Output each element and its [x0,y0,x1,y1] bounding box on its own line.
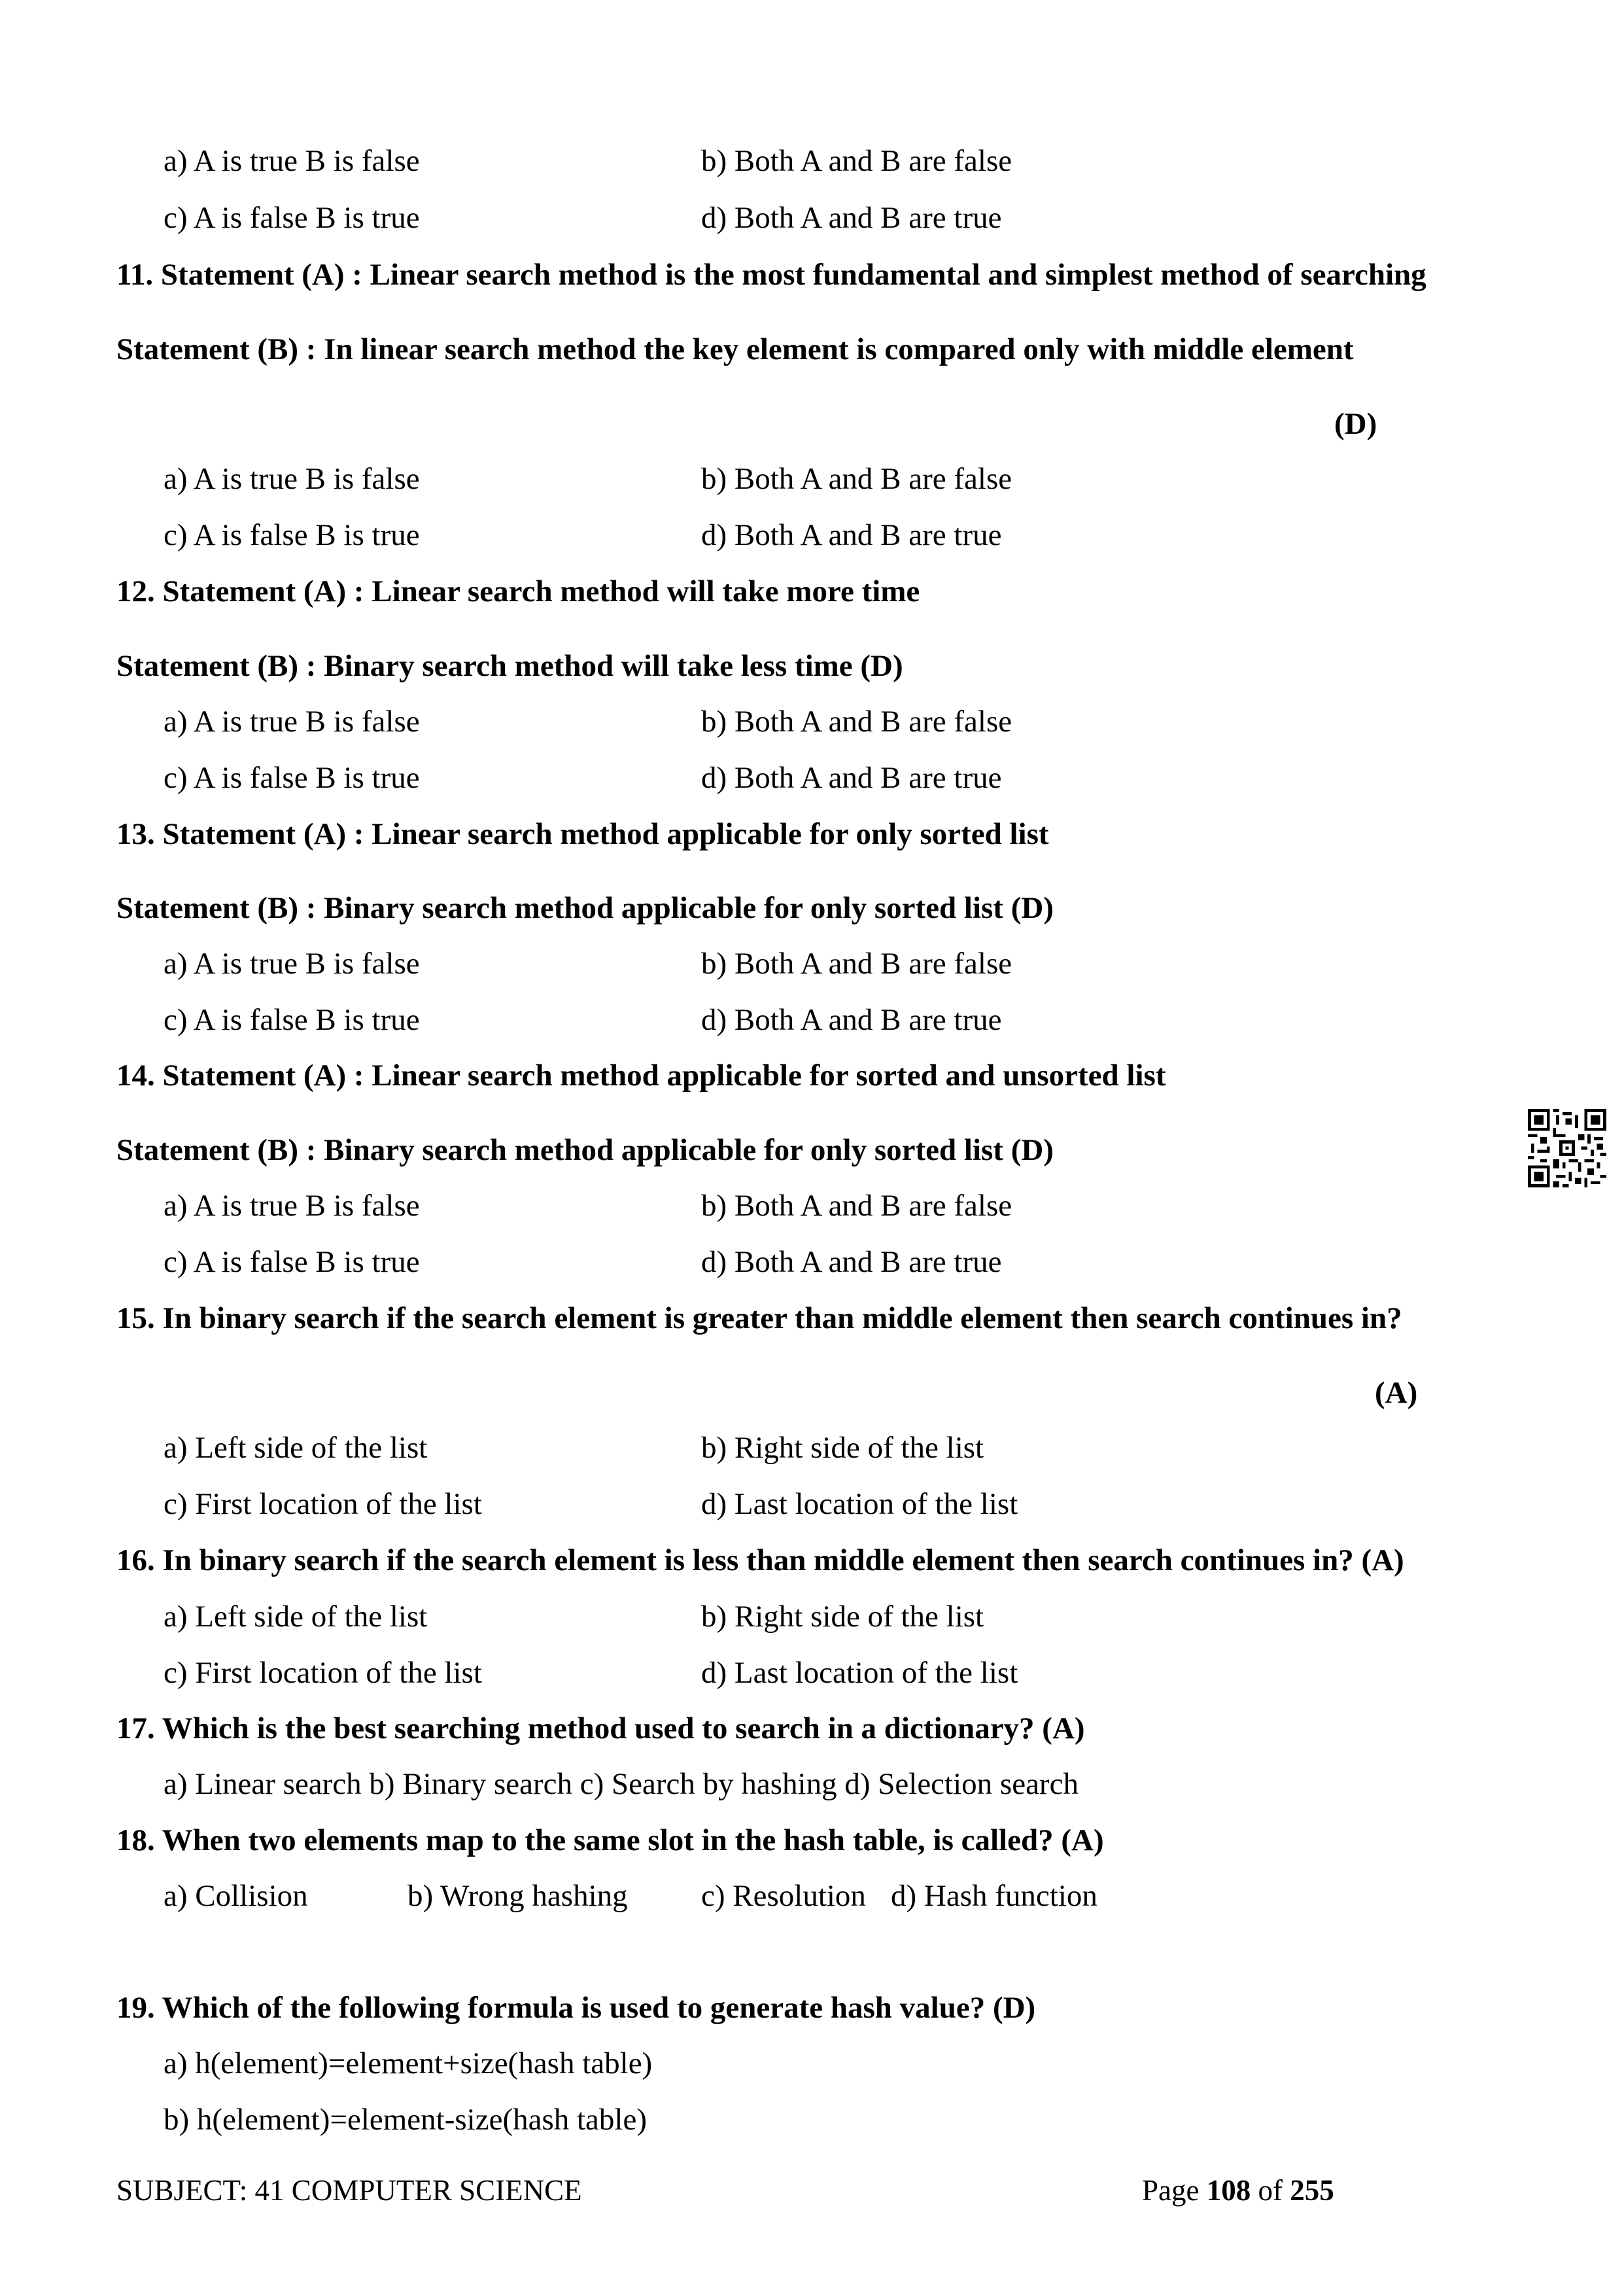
q11-option-c: c) A is false B is true [164,518,420,552]
q18-option-b: b) Wrong hashing [407,1879,628,1913]
q15-option-b: b) Right side of the list [701,1431,984,1465]
q12-statement-b: Statement (B) : Binary search method will take less time (D) [116,649,903,683]
q11-statement-a: 11. Statement (A) : Linear search method is the most fundamental and simplest method of searching [116,258,1426,292]
q11-option-a: a) A is true B is false [164,462,420,496]
q14-option-d: d) Both A and B are true [701,1245,1002,1279]
q17-options: a) Linear search b) Binary search c) Search by hashing d) Selection search [164,1767,1079,1801]
q18-question: 18. When two elements map to the same slot in the hash table, is called? (A) [116,1823,1104,1857]
q13-statement-a: 13. Statement (A) : Linear search method applicable for only sorted list [116,817,1049,851]
q18-option-c: c) Resolution [701,1879,866,1913]
q13-option-c: c) A is false B is true [164,1003,420,1037]
q11-answer: (D) [1334,407,1377,441]
option-a: a) A is true B is false [164,144,420,178]
q13-statement-b: Statement (B) : Binary search method applicable for only sorted list (D) [116,891,1054,925]
q16-option-c: c) First location of the list [164,1656,482,1690]
q14-option-a: a) A is true B is false [164,1189,420,1223]
q16-option-a: a) Left side of the list [164,1600,428,1634]
footer-subject: SUBJECT: 41 COMPUTER SCIENCE [116,2174,582,2207]
q12-option-c: c) A is false B is true [164,761,420,795]
q11-option-b: b) Both A and B are false [701,462,1012,496]
q16-question: 16. In binary search if the search element is less than middle element then search continues in? (A) [116,1543,1404,1577]
q16-option-d: d) Last location of the list [701,1656,1018,1690]
footer-page-number [1142,2171,1334,2210]
option-c: c) A is false B is true [164,201,420,235]
option-d: d) Both A and B are true [701,201,1002,235]
q15-question: 15. In binary search if the search element is greater than middle element then search continues in? [116,1301,1402,1335]
q13-option-b: b) Both A and B are false [701,947,1012,981]
q19-option-b: b) h(element)=element-size(hash table) [164,2103,647,2137]
page-total: 255 [1290,2174,1334,2207]
q17-question: 17. Which is the best searching method used to search in a dictionary? (A) [116,1711,1085,1745]
q15-option-d: d) Last location of the list [701,1487,1018,1521]
q13-option-a: a) A is true B is false [164,947,420,981]
q18-option-a: a) Collision [164,1879,308,1913]
q14-option-b: b) Both A and B are false [701,1189,1012,1223]
q15-option-a: a) Left side of the list [164,1431,428,1465]
q15-answer: (A) [1375,1376,1418,1410]
q15-option-c: c) First location of the list [164,1487,482,1521]
page-label: Page [1142,2174,1207,2207]
qr-code-icon [1528,1109,1606,1187]
page-of-label: of [1251,2174,1290,2207]
q12-option-d: d) Both A and B are true [701,761,1002,795]
q18-option-d: d) Hash function [891,1879,1097,1913]
q14-option-c: c) A is false B is true [164,1245,420,1279]
q14-statement-b: Statement (B) : Binary search method applicable for only sorted list (D) [116,1133,1054,1167]
q19-question: 19. Which of the following formula is used to generate hash value? (D) [116,1991,1036,2025]
q19-option-a: a) h(element)=element+size(hash table) [164,2046,653,2080]
q13-option-d: d) Both A and B are true [701,1003,1002,1037]
q11-option-d: d) Both A and B are true [701,518,1002,552]
q11-statement-b: Statement (B) : In linear search method the key element is compared only with middle element [116,332,1354,366]
q12-statement-a: 12. Statement (A) : Linear search method will take more time [116,574,920,608]
q16-option-b: b) Right side of the list [701,1600,984,1634]
page-current: 108 [1206,2174,1251,2207]
q14-statement-a: 14. Statement (A) : Linear search method applicable for sorted and unsorted list [116,1059,1166,1093]
q12-option-b: b) Both A and B are false [701,705,1012,739]
option-b: b) Both A and B are false [701,144,1012,178]
q12-option-a: a) A is true B is false [164,705,420,739]
